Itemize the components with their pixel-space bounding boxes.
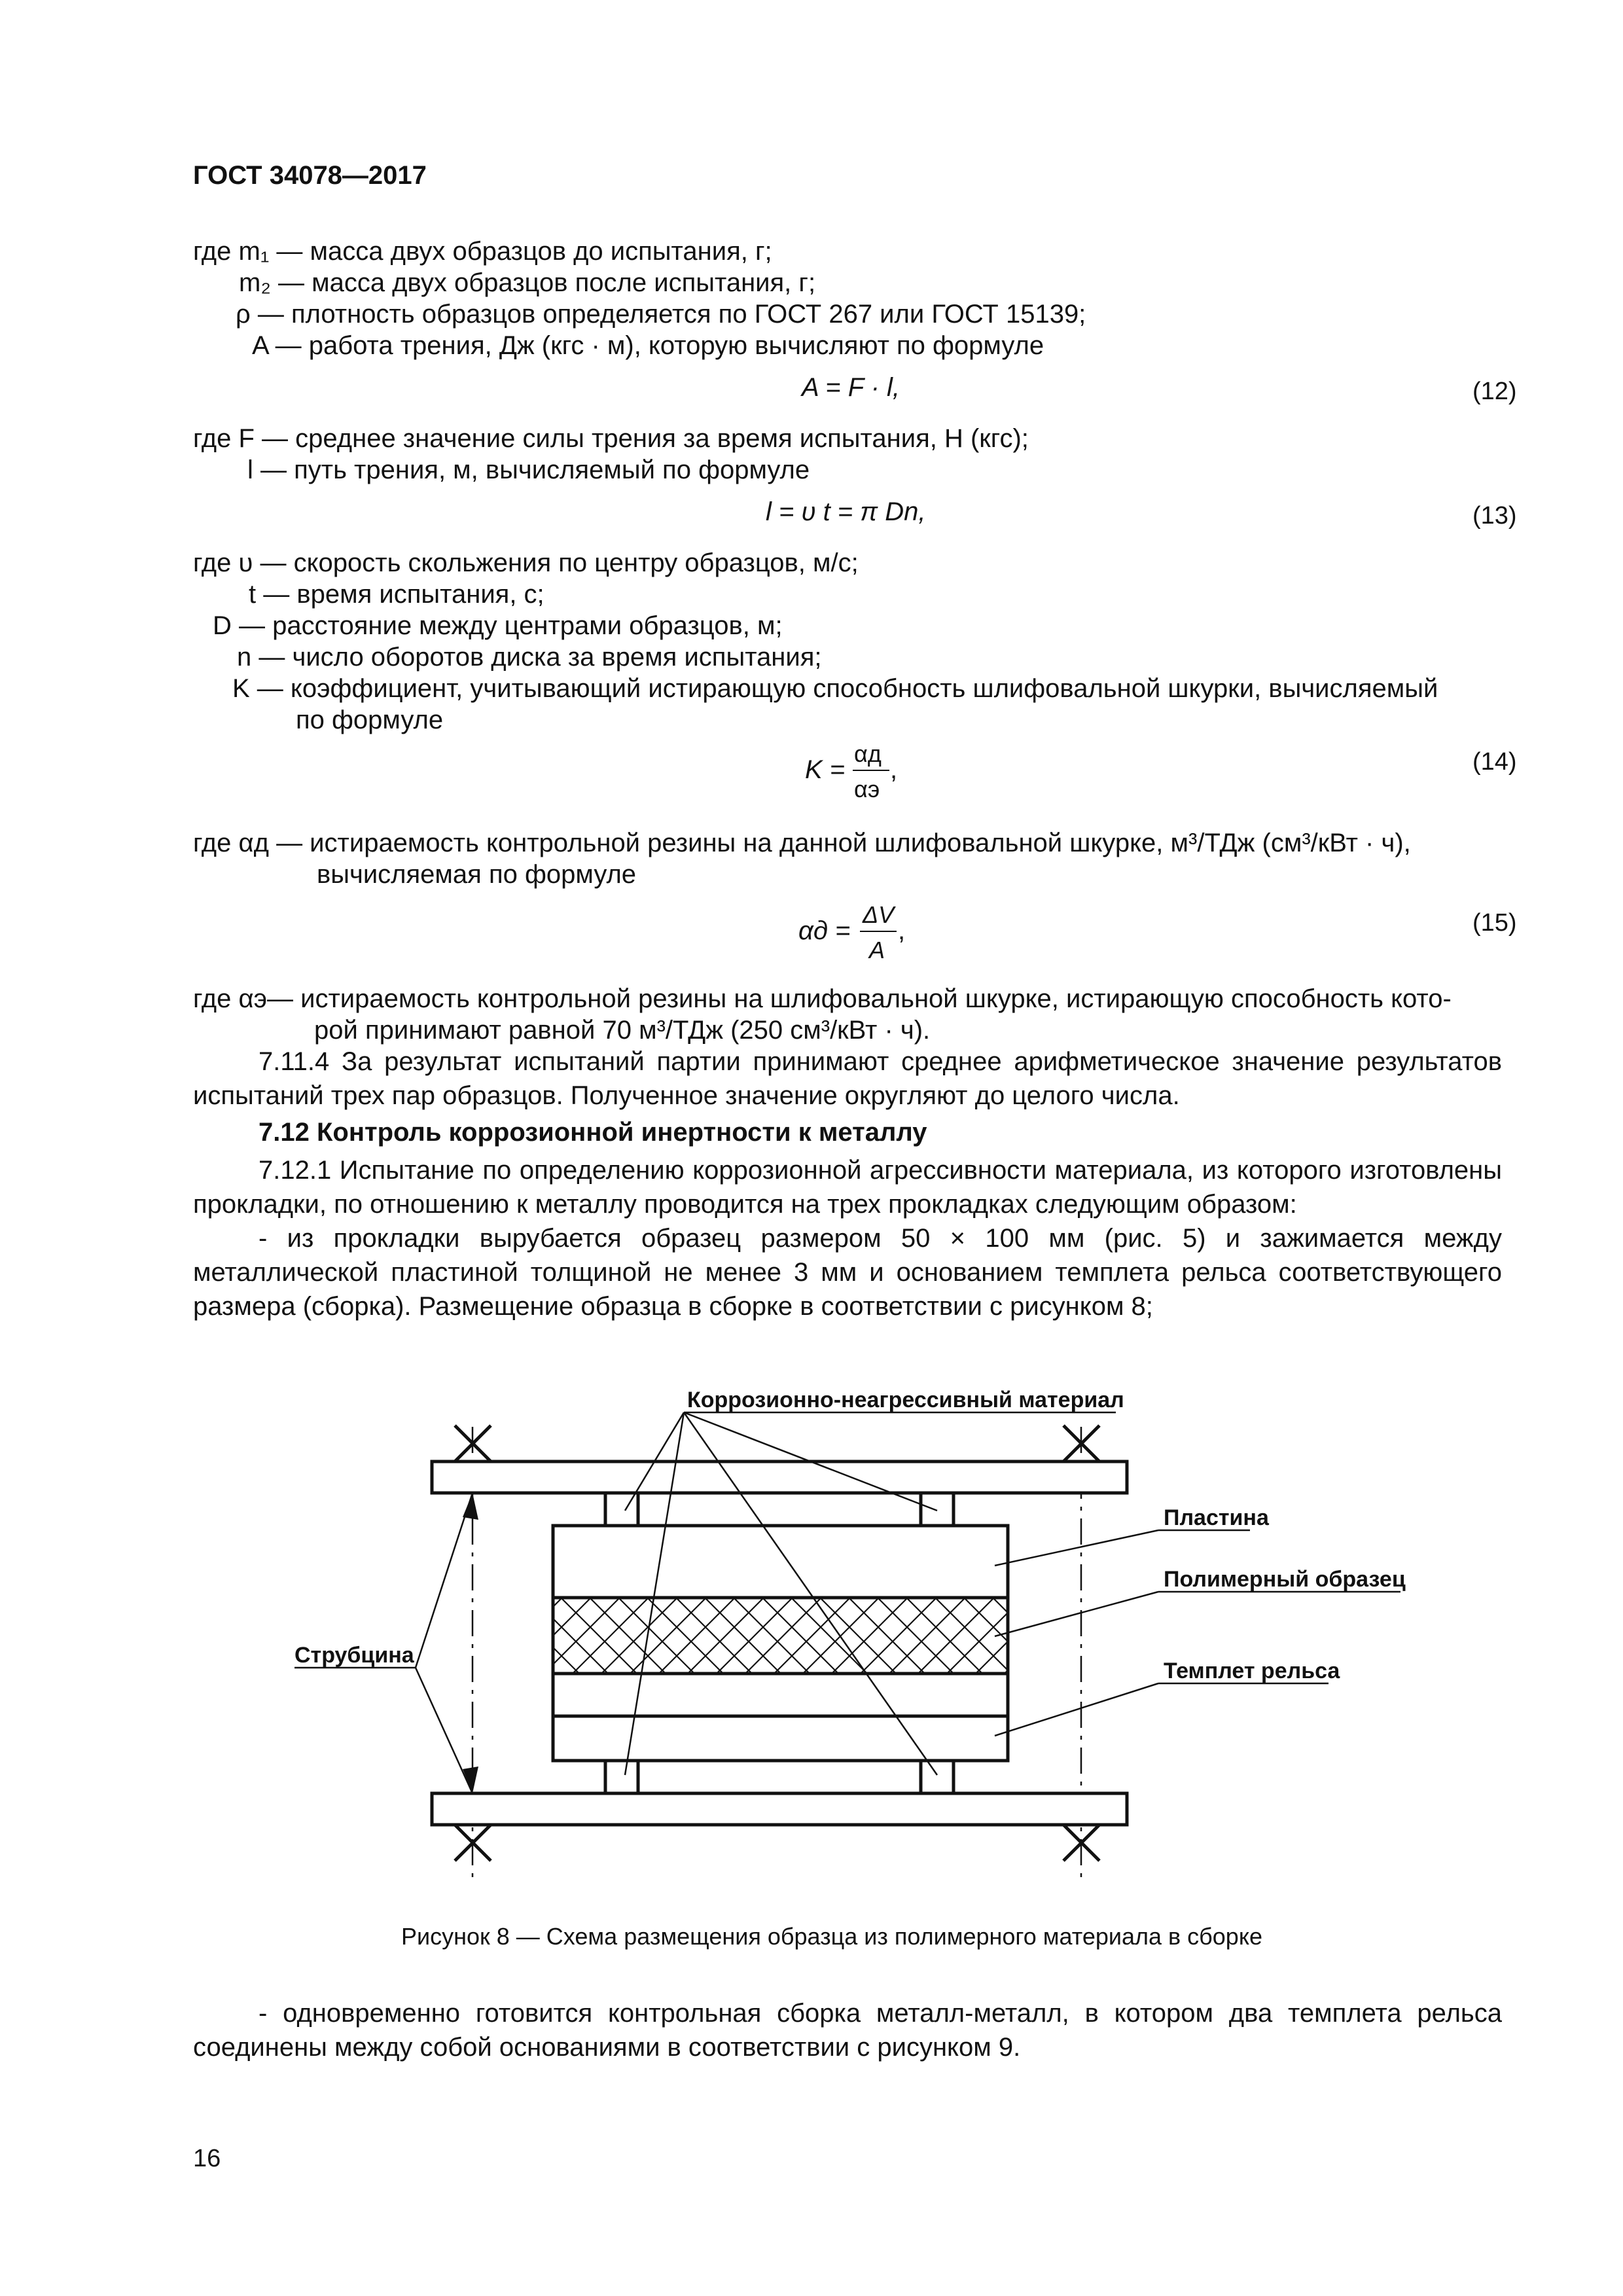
section-heading-7-12: 7.12 Контроль коррозионной инертности к металлу [259,1118,927,1147]
equation-12: A = F · l, [802,373,901,402]
equation-number-14: (14) [1472,748,1517,776]
def-alpha-d-line2: вычисляемая по формуле [317,860,637,889]
def-rho: ρ — плотность образцов определяется по ГОСТ 267 или ГОСТ 15139; [236,300,1086,329]
bullet-cut-sample: - из прокладки вырубается образец размером 50 × 100 мм (рис. 5) и зажимается между металлической пластиной толщиной не менее 3 мм и основанием темплета рельса соответствующего размера (сборка). Размещение образца в сборке в соответствии с рисунком 8; [193,1224,1502,1321]
def-d: D — расстояние между центрами образцов, м; [213,611,783,640]
def-t: t — время испытания, с; [249,580,544,609]
label-plate: Пластина [1164,1505,1269,1530]
def-k-line1: K — коэффициент, учитывающий истирающую способность шлифовальной шкурки, вычисляемый [232,674,1438,703]
equation-15-denominator: A [869,937,885,963]
equation-15-tail: , [898,916,906,945]
label-rail-template: Темплет рельса [1164,1659,1340,1683]
equation-13: l = υ t = π Dn, [766,497,926,526]
paragraph-7-12-1: 7.12.1 Испытание по определению коррозионной агрессивности материала, из которого изготовлены прокладки, по отношению к металлу проводится на трех прокладках следующим образом: [193,1156,1502,1219]
page-number: 16 [193,2145,221,2172]
def-m2: m₂ — масса двух образцов после испытания, г; [239,268,816,297]
def-n: n — число оборотов диска за время испытания; [237,643,822,672]
def-alpha-e-line1: где αэ— истираемость контрольной резины на шлифовальной шкурке, истирающую способность кото- [193,984,1452,1013]
pad-bottom-left [605,1761,638,1793]
metal-plate [553,1526,1008,1598]
equation-14-denominator: αэ [854,776,880,802]
def-a: A — работа трения, Дж (кгс · м), которую вычисляют по формуле [252,331,1044,360]
def-v: где υ — скорость скольжения по центру образцов, м/с; [193,548,859,577]
def-alpha-d-line1: где αд — истираемость контрольной резины на данной шлифовальной шкурке, м³/ТДж (см³/кВт · ч), [193,829,1411,857]
def-k-line2: по формуле [296,706,444,734]
paragraph-7-11-4: 7.11.4 За результат испытаний партии принимают среднее арифметическое значение результатов испытаний трех пар образцов. Полученное значение округляют до целого числа. [193,1047,1502,1110]
equation-14-lhs: K = [805,755,846,784]
equation-15-lhs: αд = [798,916,851,945]
equation-number-15: (15) [1472,909,1517,937]
equation-number-12: (12) [1472,378,1517,405]
equation-14-tail: , [890,755,898,784]
clamp-top-bar [432,1462,1127,1493]
equation-15-numerator: ΔV [863,901,895,928]
figure-8-caption: Рисунок 8 — Схема размещения образца из полимерного материала в сборке [401,1923,1263,1950]
label-corrosion-neutral: Коррозионно-неагрессивный материал [687,1388,1124,1412]
bullet-control-assembly: - одновременно готовится контрольная сборка металл-металл, в котором два темплета рельса соединены между собой основаниями в соответствии с рисунком 9. [193,1999,1502,2062]
label-polymer-sample: Полимерный образец [1164,1567,1406,1592]
pad-bottom-right [921,1761,954,1793]
def-alpha-e-line2: рой принимают равной 70 м³/ТДж (250 см³/кВт · ч). [314,1016,931,1045]
pad-top-right [921,1493,954,1526]
polymer-sample [553,1598,1008,1674]
def-m1: где m₁ — масса двух образцов до испытания, г; [193,237,772,266]
equation-14-numerator: αд [854,740,882,767]
label-clamp: Струбцина [294,1643,414,1668]
def-l: l — путь трения, м, вычисляемый по формуле [247,456,810,484]
def-f: где F — среднее значение силы трения за время испытания, Н (кгс); [193,424,1029,453]
equation-number-13: (13) [1472,502,1517,529]
clamp-bottom-bar [432,1793,1127,1825]
document-header: ГОСТ 34078—2017 [193,161,427,190]
